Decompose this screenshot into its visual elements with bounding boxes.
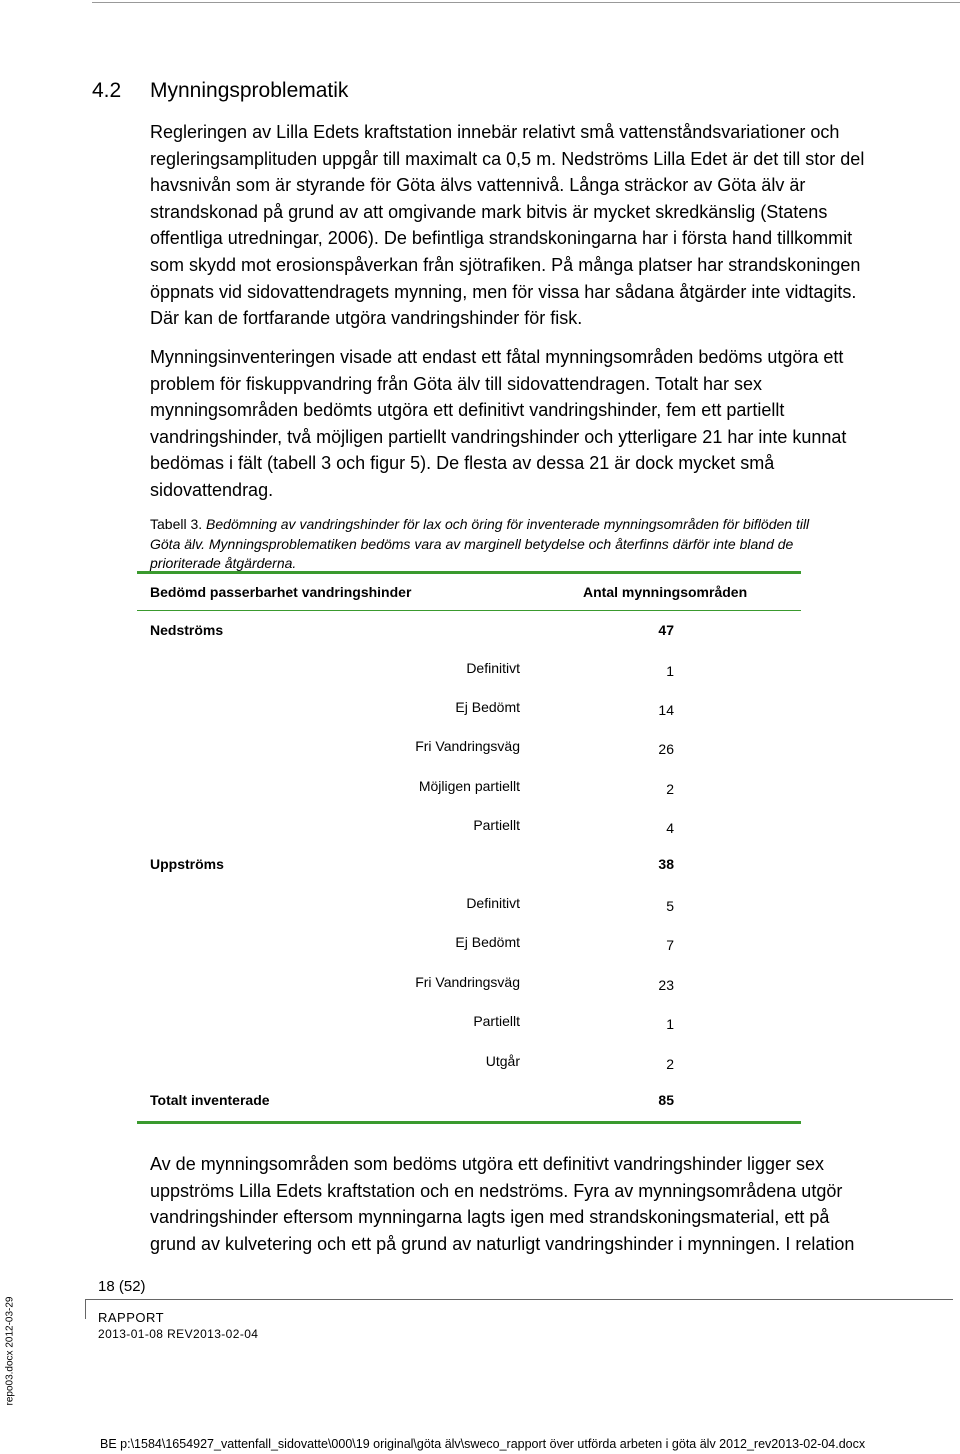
text-line: problem för fiskuppvandring från Göta älv till sidovattendragen. Totalt har sex [150, 373, 762, 394]
table-sub-value: 26 [658, 741, 674, 757]
table-top-rule [137, 571, 801, 574]
text-line: öppnats vid sidovattendragets mynning, men för vissa har sådana åtgärder inte vidtagits. [150, 281, 857, 302]
table-sub-value: 5 [666, 898, 674, 914]
text-line: Mynningsinventeringen visade att endast ett fåtal mynningsområden bedöms utgöra ett [150, 347, 844, 367]
table-sub-label: Definitivt [466, 895, 520, 911]
table-group-label: Totalt inventerade [150, 1092, 270, 1108]
text-line: bedömas i fält (tabell 3 och figur 5). De flesta av dessa 21 är dock mycket små [150, 453, 775, 474]
file-path: BE p:\1584\1654927_vattenfall_sidovatte\000\19 original\göta älv\sweco_rapport över utförda arbeten i göta älv 2012_rev2013-02-04.docx [100, 1437, 866, 1451]
text-line: havsnivån som är styrande för Göta älvs vattennivå. Långa sträckor av Göta älv är [150, 175, 806, 196]
caption-text: Göta älv. Mynningsproblematiken bedöms vara av marginell betydelse och återfinns därför inte bland de [150, 535, 794, 552]
table-header-col1: Bedömd passerbarhet vandringshinder [150, 584, 412, 600]
text-line: grund av kulvetering och ett på grund av naturligt vandringshinder i mynningen. I relation [150, 1233, 855, 1254]
text-line: sidovattendrag. [150, 479, 274, 500]
table-group-label: Uppströms [150, 856, 224, 872]
paragraph-2 [150, 344, 846, 504]
table-sub-value: 4 [666, 820, 674, 836]
footer-rule [85, 1299, 953, 1300]
table-header-col2: Antal mynningsområden [583, 584, 748, 600]
table-sub-value: 14 [658, 702, 674, 718]
table-caption [150, 515, 809, 574]
table-sub-label: Fri Vandringsväg [415, 974, 520, 990]
table-sub-label: Fri Vandringsväg [415, 738, 520, 754]
table-sub-label: Partiellt [473, 1013, 520, 1029]
table-group-label: Nedströms [150, 622, 224, 638]
text-line: regleringsamplituden uppgår till maximalt ca 0,5 m. Nedströms Lilla Edet är det till stor del [150, 148, 865, 169]
table-sub-label: Ej Bedömt [455, 934, 520, 950]
text-line: som skydd mot erosionspåverkan från sjötrafiken. På många platser har strandskoningen [150, 254, 861, 275]
table-sub-label: Utgår [485, 1053, 520, 1069]
paragraph-3 [150, 1151, 854, 1257]
caption-text: Bedömning av vandringshinder för lax och öring för inventerade mynningsområden för biflöden till [206, 516, 810, 532]
footer-rule-tick [85, 1299, 86, 1319]
document-type: RAPPORT [98, 1310, 165, 1325]
table-sub-value: 1 [666, 1016, 674, 1032]
text-line: mynningsområden bedömts utgöra ett definitivt vandringshinder, fem ett partiellt [150, 400, 785, 421]
text-line: strandskonad på grund av att omgivande mark bitvis är mycket skredkänslig (Statens [150, 201, 828, 222]
table-group-value: 85 [658, 1092, 674, 1108]
section-heading [92, 78, 348, 104]
text-line: uppströms Lilla Edets kraftstation och en nedströms. Fyra av mynningsområdena utgör [150, 1180, 843, 1201]
text-line: vandringshinder, två möjligen partiellt vandringshinder och ytterligare 21 har inte kunnat [150, 426, 847, 447]
table-group-value: 47 [658, 622, 674, 638]
table-sub-label: Definitivt [466, 660, 520, 676]
section-number: 4.2 [92, 79, 122, 102]
text-line: Regleringen av Lilla Edets kraftstation innebär relativt små vattenståndsvariationer och [150, 122, 840, 142]
section-title: Mynningsproblematik [150, 79, 349, 102]
document-dates: 2013-01-08 REV2013-02-04 [98, 1327, 259, 1341]
table-sub-label: Möjligen partiellt [418, 778, 520, 794]
text-line: offentliga utredningar, 2006). De befintliga strandskoningarna har i första hand tillkommit [150, 228, 853, 249]
table-sub-value: 23 [658, 977, 674, 993]
caption-text: prioriterade åtgärderna. [150, 555, 297, 571]
text-line: Av de mynningsområden som bedöms utgöra ett definitivt vandringshinder ligger sex [150, 1154, 825, 1174]
table-sub-label: Ej Bedömt [455, 699, 520, 715]
caption-label: Tabell 3. [150, 516, 203, 532]
table-sub-value: 1 [666, 663, 674, 679]
text-line: vandringshinder eftersom mynningarna lagts igen med strandskoningsmaterial, ett på [150, 1207, 830, 1228]
template-label: repo03.docx 2012-03-29 [4, 1296, 16, 1406]
table-sub-value: 2 [666, 781, 674, 797]
page-number: 18 (52) [98, 1278, 146, 1295]
header-rule [92, 2, 960, 3]
paragraph-1 [150, 119, 864, 332]
table-sub-value: 7 [666, 937, 674, 953]
text-line: Där kan de fortfarande utgöra vandringshinder för fisk. [150, 308, 583, 329]
table-header-rule [137, 610, 801, 611]
table-bottom-rule [137, 1121, 801, 1124]
table-sub-label: Partiellt [473, 817, 520, 833]
table-group-value: 38 [658, 856, 674, 872]
table-sub-value: 2 [666, 1056, 674, 1072]
